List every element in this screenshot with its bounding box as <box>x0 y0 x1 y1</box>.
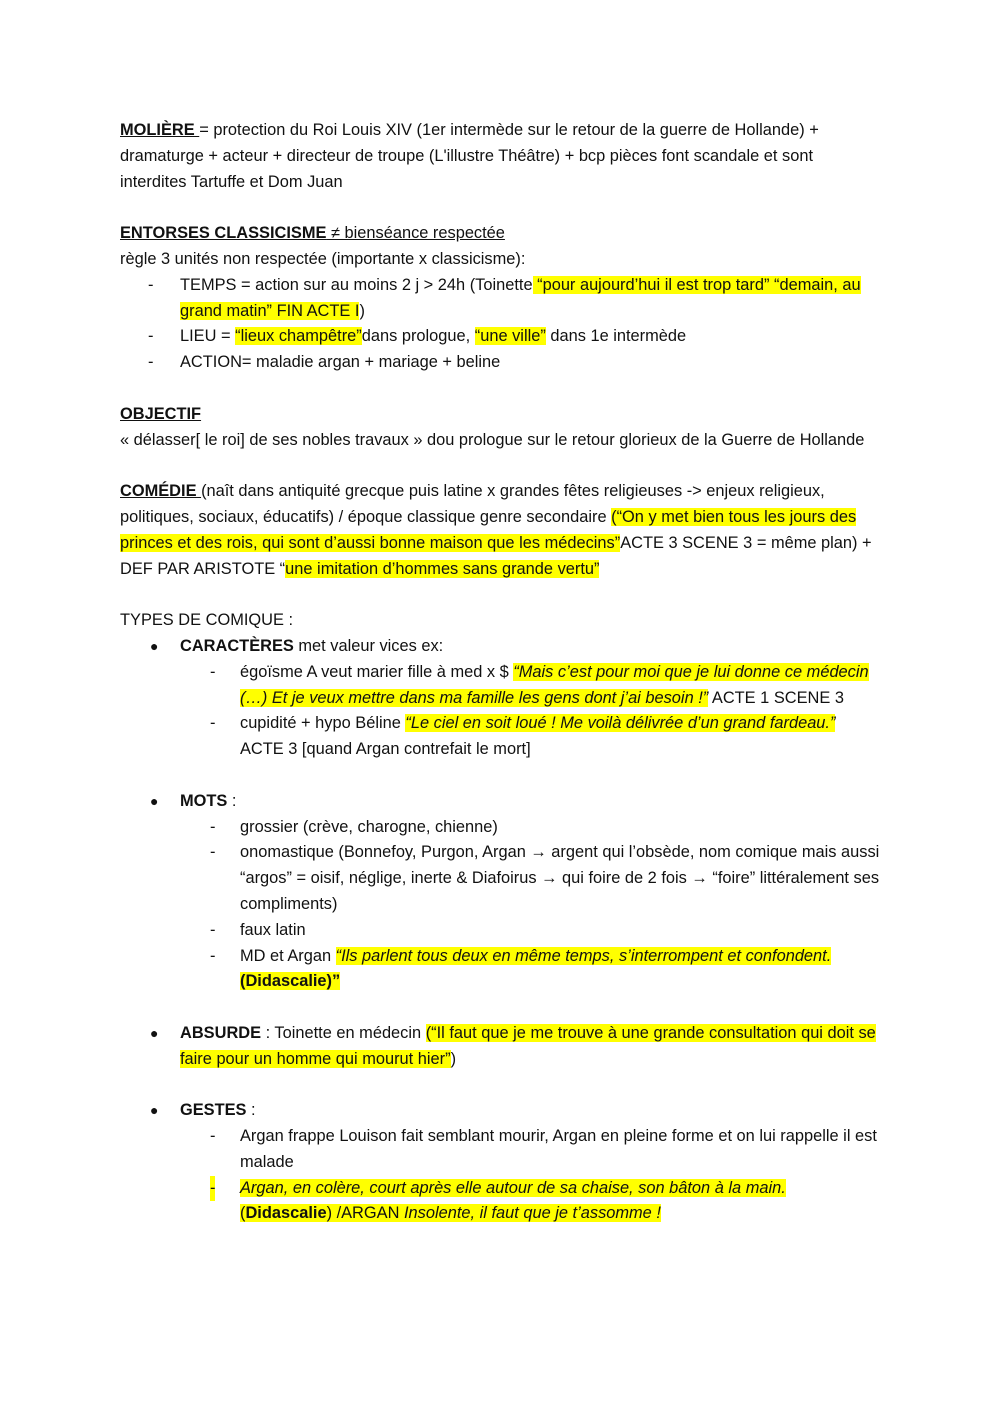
caracteres-rest: met valeur vices ex: <box>293 636 444 655</box>
lieu-post: dans 1e intermède <box>545 327 687 346</box>
dash-marker: - <box>210 1176 215 1202</box>
bullet-marker: ● <box>150 1102 159 1119</box>
temps-close: ) <box>359 301 365 320</box>
dash-marker: - <box>210 843 216 862</box>
argan-colere-didascalie: Didascalie <box>245 1204 327 1223</box>
caracteres-label: CARACTÈRES <box>180 636 294 655</box>
argan-colere-quote: Argan, en colère, court après elle autour de sa chaise, son bâton à la main. <box>240 1178 786 1197</box>
comedie-heading: COMÉDIE <box>120 482 202 501</box>
list-item-argan-frappe <box>120 1124 880 1176</box>
temps-text: TEMPS = action sur au moins 2 j > 24h (Toinette <box>180 275 533 294</box>
argan-colere-paren: ( <box>240 1204 246 1223</box>
dash-marker: - <box>210 946 216 965</box>
document-page <box>120 118 880 1227</box>
list-item-onomastique <box>120 840 880 917</box>
md-argan-didascalie: (Didascalie)” <box>240 972 341 991</box>
objectif-heading: OBJECTIF <box>120 404 202 423</box>
absurde-rest: : Toinette en médecin <box>261 1023 426 1042</box>
lieu-text: LIEU = <box>180 327 236 346</box>
list-item-faux-latin <box>120 918 880 944</box>
faux-latin-text: faux latin <box>240 920 306 939</box>
egoisme-ref: ACTE 1 SCENE 3 <box>708 688 844 707</box>
argan-colere-tail: Insolente, il faut que je t’assomme ! <box>403 1204 661 1223</box>
gestes-label: GESTES <box>180 1101 247 1120</box>
list-item-argan-colere <box>120 1176 880 1228</box>
entorses-intro: règle 3 unités non respectée (importante x classicisme): <box>120 249 526 268</box>
list-item-md-argan <box>120 944 880 996</box>
bullet-absurde <box>120 1021 880 1073</box>
dash-marker: - <box>210 817 216 836</box>
dash-marker: - <box>210 714 216 733</box>
temps-quote: “pour aujourd’hui il est trop tard” “demain, au grand matin” FIN ACTE I <box>180 275 861 320</box>
gestes-rest: : <box>246 1101 256 1120</box>
egoisme-quote: “Mais c’est pour moi que je lui donne ce médecin (…) Et je veux mettre dans ma famille les gens dont j’ai besoin !” <box>240 662 869 707</box>
list-item-egoisme <box>120 660 880 712</box>
entorses-heading: ENTORSES CLASSICISME <box>120 224 327 243</box>
comedie-paragraph <box>120 479 880 582</box>
list-item-lieu <box>120 324 880 350</box>
cupidite-ref: ACTE 3 [quand Argan contrefait le mort] <box>240 740 531 759</box>
action-text: ACTION= maladie argan + mariage + beline <box>180 353 501 372</box>
moliere-text: = protection du Roi Louis XIV (1er intermède sur le retour de la guerre de Hollande) + dramaturge + acteur + directeur de troupe (L'illustre Théâtre) + bcp pièces font scandale et sont interdites Tartuffe et Dom Juan <box>120 121 819 191</box>
egoisme-text: égoïsme A veut marier fille à med x $ <box>240 662 514 681</box>
list-item-action <box>120 350 880 376</box>
argan-frappe-text: Argan frappe Louison fait semblant mourir, Argan en pleine forme et on lui rappelle il est malade <box>240 1127 877 1171</box>
cupidite-text: cupidité + hypo Béline <box>240 714 406 733</box>
objectif-heading-line <box>120 402 880 428</box>
comedie-quote-2: une imitation d’hommes sans grande vertu” <box>285 559 600 578</box>
list-item-temps <box>120 273 880 325</box>
absurde-close: ) <box>450 1049 457 1068</box>
comedie-text-2: ACTE 3 SCENE 3 = même plan) + DEF PAR ARISTOTE “ <box>120 533 872 578</box>
cupidite-quote: “Le ciel en soit loué ! Me voilà délivrée d’un grand fardeau.” <box>405 714 836 733</box>
dash-marker: - <box>148 275 154 294</box>
entorses-subtitle: ≠ bienséance respectée <box>326 224 505 243</box>
dash-marker: - <box>148 353 154 372</box>
bullet-marker: ● <box>150 792 159 809</box>
mots-rest: : <box>227 791 237 810</box>
dash-marker: - <box>210 1127 216 1146</box>
grossier-text: grossier (crève, charogne, chienne) <box>240 817 498 836</box>
comedie-text-1: (naît dans antiquité grecque puis latine x grandes fêtes religieuses -> enjeux religieux, politiques, sociaux, éducatifs) / époque classique genre secondaire <box>120 482 825 526</box>
mots-label: MOTS <box>180 791 228 810</box>
md-argan-text: MD et Argan <box>240 946 336 965</box>
dash-marker: - <box>210 920 216 939</box>
types-heading: TYPES DE COMIQUE : <box>120 611 294 630</box>
moliere-paragraph <box>120 118 880 195</box>
onomastique-text: onomastique (Bonnefoy, Purgon, Argan → argent qui l’obsède, nom comique mais aussi “argos” = oisif, néglige, inerte & Diafoirus → qui foire de 2 fois → “foire” littéralement ses compliments) <box>240 843 880 913</box>
dash-marker: - <box>210 662 216 681</box>
bullet-mots <box>120 789 880 815</box>
moliere-heading: MOLIÈRE <box>120 121 200 139</box>
bullet-marker: ● <box>150 1024 159 1041</box>
argan-colere-mid: ) /ARGAN <box>326 1204 404 1223</box>
bullet-marker: ● <box>150 637 159 654</box>
comedie-quote-1: (“On y met bien tous les jours des princes et des rois, qui sont d’aussi bonne maison que les médecins” <box>120 507 857 552</box>
objectif-text: « délasser[ le roi] de ses nobles travaux » dou prologue sur le retour glorieux de la Guerre de Hollande <box>120 430 865 449</box>
dash-marker: - <box>148 327 154 346</box>
lieu-quote-1: “lieux champêtre” <box>235 327 362 346</box>
bullet-caracteres <box>120 634 880 660</box>
bullet-gestes <box>120 1098 880 1124</box>
lieu-mid: dans prologue, <box>361 327 475 346</box>
md-argan-quote: “Ils parlent tous deux en même temps, s’interrompent et confondent. <box>335 946 832 965</box>
lieu-quote-2: “une ville” <box>474 327 546 346</box>
absurde-quote: (“Il faut que je me trouve à une grande consultation qui doit se faire pour un homme qui mourut hier” <box>180 1023 876 1068</box>
list-item-cupidite <box>120 711 880 763</box>
entorses-heading-line <box>120 221 880 247</box>
list-item-grossier <box>120 815 880 841</box>
absurde-label: ABSURDE <box>180 1023 262 1042</box>
